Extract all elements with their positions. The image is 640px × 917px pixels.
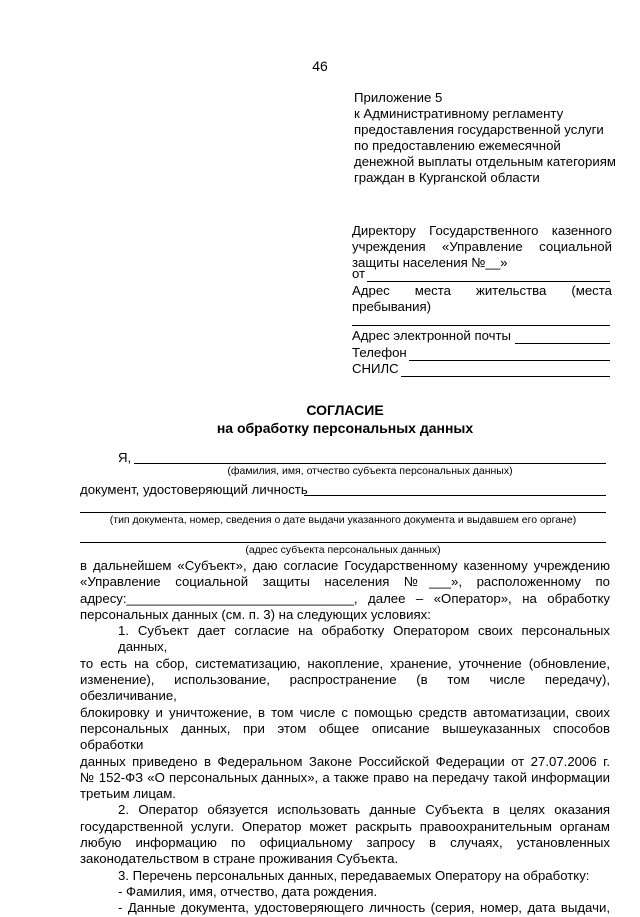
document-label: документ, удостоверяющий личность (80, 482, 308, 497)
p3-line: 3. Перечень персональных данных, передаваемых Оператору на обработку: (118, 867, 590, 883)
phone-label: Телефон (352, 345, 407, 360)
p1-line: персональных данных, при этом общее описание вышеуказанных способов обработки (80, 720, 610, 753)
fio-line[interactable] (134, 463, 606, 464)
phone-line (409, 348, 610, 361)
p1-line: то есть на сбор, систематизацию, накопление, хранение, уточнение (обновление, (80, 655, 610, 671)
email-label: Адрес электронной почты (352, 328, 512, 343)
p1-line: изменение), использование, распространение (в том числе передачу), обезличивание, (80, 672, 610, 704)
document-line[interactable] (304, 495, 606, 496)
snils-line (401, 364, 610, 377)
appendix-line: по предоставлению ежемесячной (354, 138, 561, 153)
intro-line: «Управление социальной защиты населения №___», расположенному по (80, 574, 610, 590)
residence-line[interactable] (352, 325, 610, 326)
p3-line: - Фамилия, имя, отчество, дата рождения. (118, 883, 378, 899)
from-label: от (352, 266, 366, 281)
p2-line: 2. Оператор обязуется использовать данные Субъекта в целях оказания (118, 802, 610, 818)
intro-line: в дальнейшем «Субъект», даю согласие Государственному казенному учреждению (80, 558, 610, 573)
appendix-line: граждан в Курганской области (354, 170, 540, 185)
document-line-2[interactable] (80, 512, 606, 513)
page-number: 46 (312, 58, 328, 74)
p1-line: блокировку и уничтожение, в том числе с помощью средств автоматизации, своих (80, 704, 610, 720)
document-title: СОГЛАСИЕ (306, 402, 384, 418)
residence-label: Адрес места жительства (места (352, 283, 612, 298)
appendix-line: к Административному регламенту (354, 106, 564, 121)
address-caption: (адрес субъекта персональных данных) (245, 544, 441, 556)
p2-line: законодательством в стране проживания Субъекта. (80, 851, 399, 867)
from-line (367, 269, 610, 282)
p1-line: данных приведено в Федеральном Законе Российской Федерации от 27.07.2006 г. (80, 753, 610, 769)
snils-field[interactable] (352, 361, 610, 377)
from-field[interactable] (352, 266, 610, 282)
doc-caption: (тип документа, номер, сведения о дате выдачи указанного документа и выдавшем его органе) (109, 514, 577, 526)
fio-caption: (фамилия, имя, отчество субъекта персональных данных) (227, 465, 513, 477)
p2-line: государственной услуги. Оператор может раскрыть правоохранительным органам (80, 818, 610, 834)
appendix-line: Приложение 5 (354, 90, 443, 105)
snils-label: СНИЛС (352, 361, 399, 376)
director-line: Директору Государственного казенного (352, 223, 612, 238)
appendix-line: предоставления государственной услуги (354, 122, 604, 137)
director-line: учреждения «Управление социальной (352, 239, 612, 254)
email-line (515, 331, 610, 344)
appendix-block (354, 90, 616, 186)
consent-body (80, 558, 610, 917)
appendix-line: денежной выплаты отдельным категориям (354, 154, 616, 169)
p2-line: любую информацию по официальному запросу в случаях, установленных (80, 835, 610, 851)
p1-line: третьим лицам. (80, 786, 176, 802)
director-line: защиты населения №__» (352, 255, 508, 270)
email-field[interactable] (352, 328, 610, 344)
i-label: Я, (118, 450, 132, 465)
p1-line: № 152-ФЗ «О персональных данных», а также право на передачу такой информации (80, 769, 610, 785)
residence-label-cont: пребывания) (352, 299, 432, 314)
document-subtitle: на обработку персональных данных (216, 420, 474, 436)
phone-field[interactable] (352, 345, 610, 361)
intro-line: адресу:_______________________________, далее – «Оператор», на обработку (80, 590, 610, 606)
p1-line: 1. Субъект дает согласие на обработку Оператором своих персональных данных, (118, 623, 610, 655)
p3-line: - Данные документа, удостоверяющего личность (серия, номер, дата выдачи, (118, 900, 610, 916)
intro-line: персональных данных (см. п. 3) на следующих условиях: (80, 606, 431, 622)
address-line[interactable] (80, 542, 606, 543)
